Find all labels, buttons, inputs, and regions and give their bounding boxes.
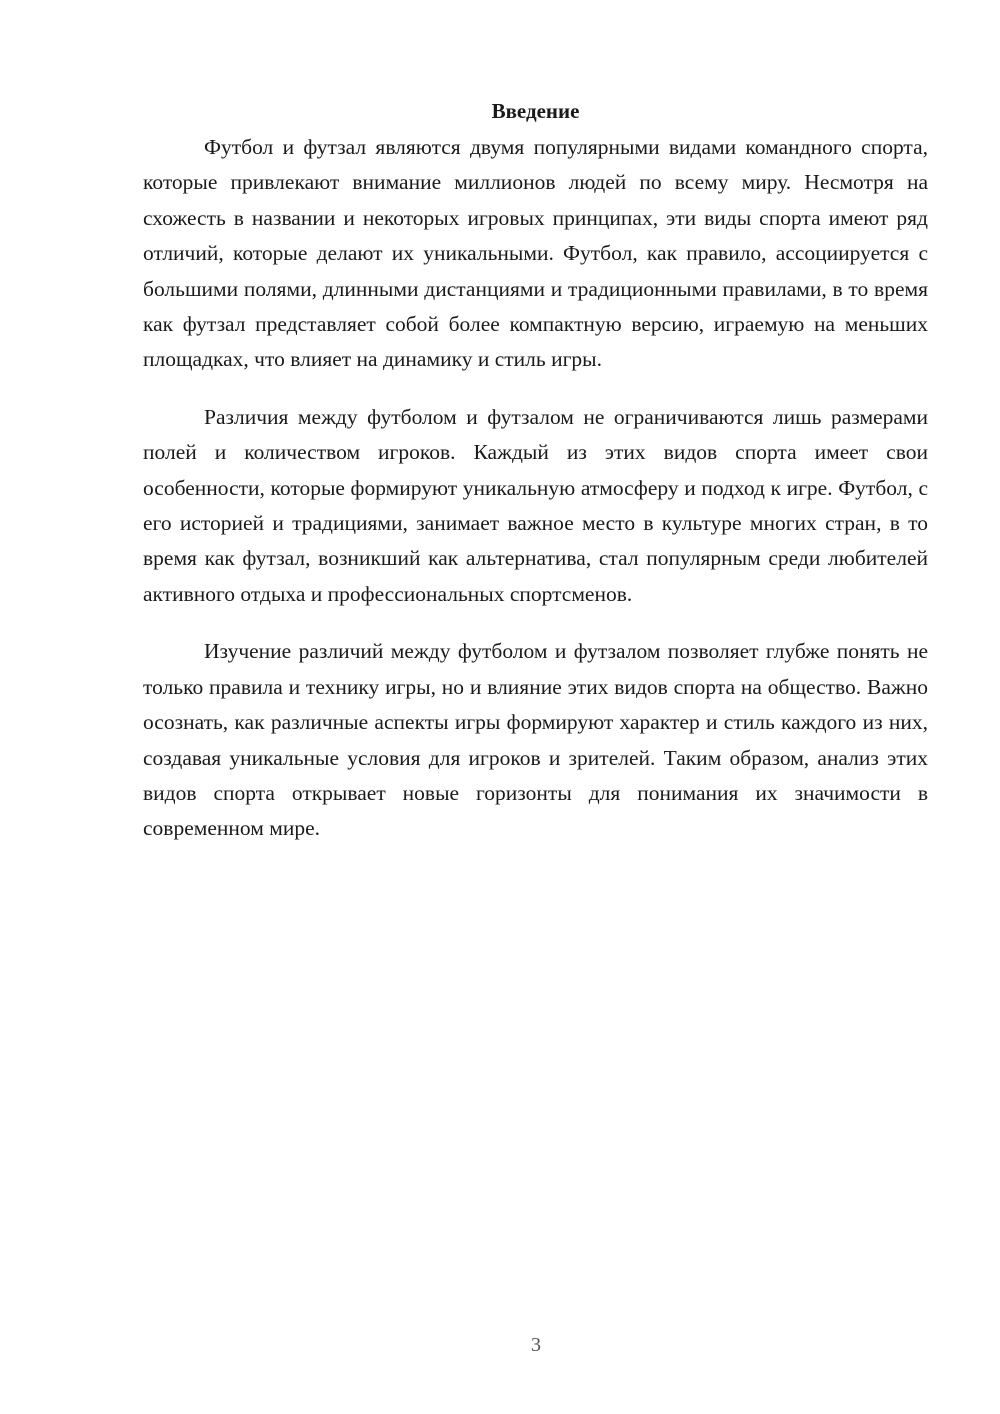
paragraph-2: Различия между футболом и футзалом не ограничиваются лишь размерами полей и количеством игроков. Каждый из этих видов спорта имеет свои особенности, которые формируют уникальную атмосферу и подход к игре. Футбол, с его историей и традициями, занимает важное место в культуре многих стран, в то время как футзал, возникший как альтернатива, стал популярным среди любителей активного отдыха и профессиональных спортсменов. bbox=[143, 404, 928, 606]
paragraph-3: Изучение различий между футболом и футзалом позволяет глубже понять не только правила и технику игры, но и влияние этих видов спорта на общество. Важно осознать, как различные аспекты игры формируют характер и стиль каждого из них, создавая уникальные условия для игроков и зрителей. Таким образом, анализ этих видов спорта открывает новые горизонты для понимания их значимости в современном мире. bbox=[143, 639, 928, 841]
section-title: Введение bbox=[491, 99, 580, 123]
page-content bbox=[143, 96, 928, 869]
page-number: 3 bbox=[531, 1334, 541, 1356]
paragraph-1: Футбол и футзал являются двумя популярными видами командного спорта, которые привлекают внимание миллионов людей по всему миру. Несмотря на схожесть в названии и некоторых игровых принципах, эти виды спорта имеют ряд отличий, которые делают их уникальными. Футбол, как правило, ассоциируется с большими полями, длинными дистанциями и традиционными правилами, в то время как футзал представляет собой более компактную версию, играемую на меньших площадках, что влияет на динамику и стиль игры. bbox=[143, 135, 928, 372]
